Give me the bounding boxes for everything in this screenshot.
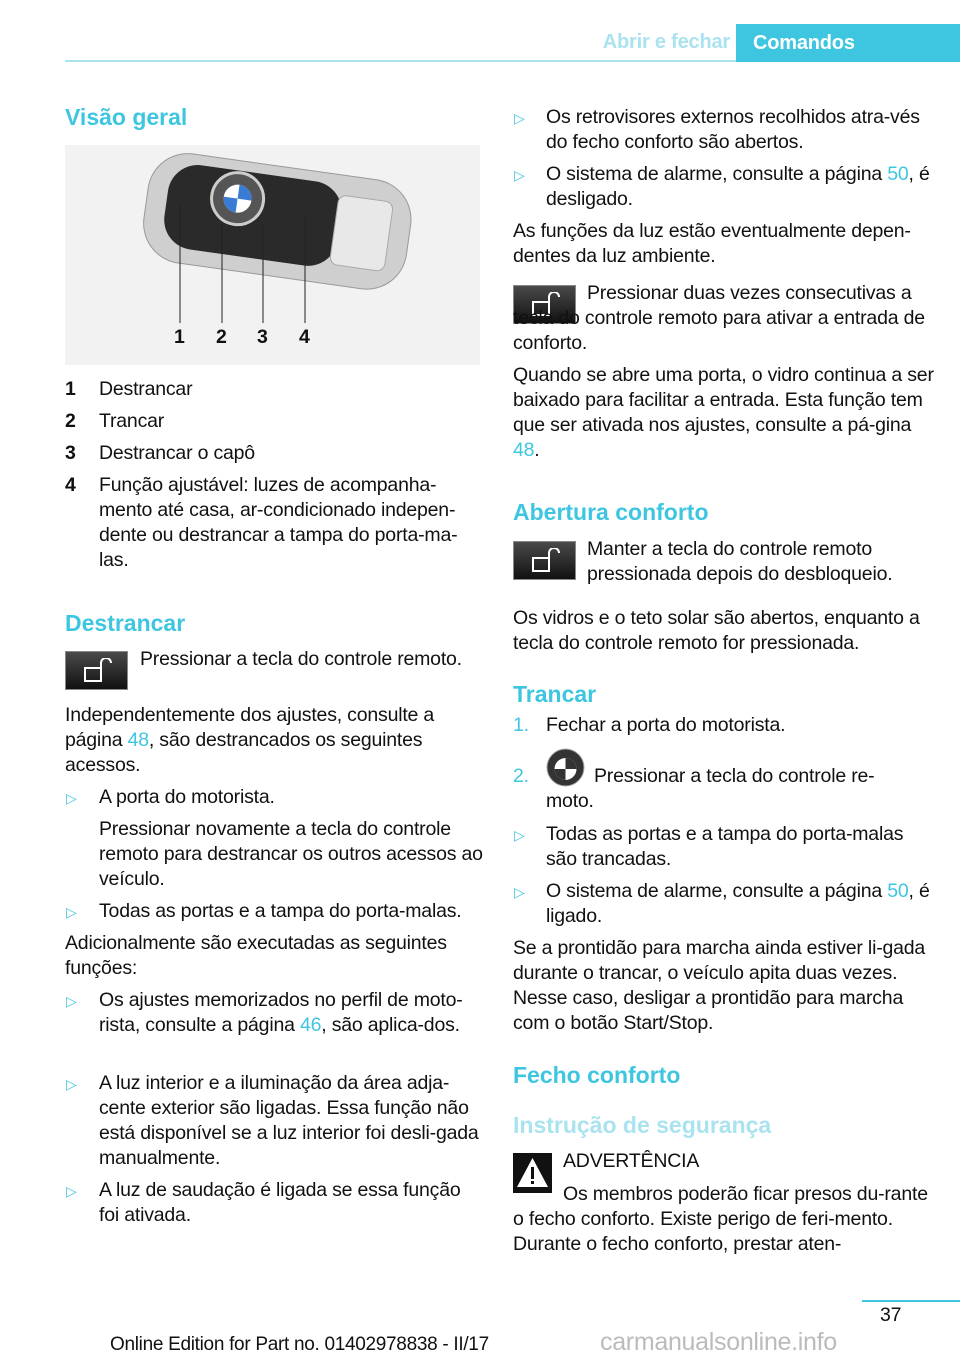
- tab-abrir-e-fechar[interactable]: Abrir e fechar: [602, 31, 730, 53]
- section-title-unlock: Destrancar: [65, 610, 186, 636]
- legend-text: Destrancar o capô: [99, 442, 255, 464]
- bullet-icon: ▷: [514, 827, 525, 843]
- unlock-key-icon: [65, 651, 128, 690]
- tab-comandos[interactable]: Comandos: [736, 24, 960, 62]
- paragraph: Se a prontidão para marcha ainda estiver li-gada durante o trancar, o veículo apita duas vezes. Nesse caso, desligar a prontidão para marcha com o botão Start/Stop.: [513, 937, 926, 1034]
- icon-text: Pressionar duas vezes consecutivas a tecla do controle remoto para ativar a entrada de conforto.: [513, 282, 925, 354]
- footer-divider: [862, 1300, 960, 1302]
- page-link-50[interactable]: 50: [887, 163, 909, 185]
- bullet-text: A luz de saudação é ligada se essa função foi ativada.: [99, 1179, 461, 1226]
- page-link-50[interactable]: 50: [887, 880, 909, 902]
- bullet-icon: ▷: [66, 1183, 77, 1199]
- paragraph: As funções da luz estão eventualmente depen-dentes da luz ambiente.: [513, 220, 911, 267]
- bullet-text: O sistema de alarme, consulte a página 50, é ligado.: [546, 880, 930, 927]
- paragraph: Quando se abre uma porta, o vidro continua a ser baixado para facilitar a entrada. Esta função tem que ser ativada nos ajustes, consulte a pá-gina 48.: [513, 364, 934, 461]
- warning-label: ADVERTÊNCIA: [563, 1150, 700, 1172]
- unlock-key-icon: [513, 541, 576, 580]
- warning-text: Os membros poderão ficar presos du-rante o fecho conforto. Existe perigo de feri-mento. Durante o fecho conforto, prestar aten-: [513, 1183, 928, 1255]
- legend-text: Destrancar: [99, 378, 193, 400]
- bullet-text: A porta do motorista.: [99, 786, 275, 808]
- page-link-46[interactable]: 46: [299, 1014, 322, 1036]
- bullet-icon: ▷: [66, 790, 77, 806]
- paragraph: Adicionalmente são executadas as seguintes funções:: [65, 932, 447, 979]
- bullet-text: A luz interior e a iluminação da área adja-cente exterior são ligadas. Essa função não está disponível se a luz interior foi desli-gada manualmente.: [99, 1072, 479, 1169]
- section-title-overview: Visão geral: [65, 104, 188, 130]
- page-link-48[interactable]: 48: [513, 439, 535, 461]
- section-title-comfort-close: Fecho conforto: [513, 1062, 681, 1088]
- bullet-icon: ▷: [514, 110, 525, 126]
- key-fob-image: [65, 145, 480, 365]
- bullet-text: Os retrovisores externos recolhidos atra-vés do fecho conforto são abertos.: [546, 106, 920, 153]
- legend-number: 4: [65, 474, 76, 496]
- header-divider: [65, 60, 737, 62]
- watermark: carmanualsonline.info: [600, 1328, 837, 1356]
- bullet-icon: ▷: [66, 993, 77, 1009]
- step-text: Pressionar a tecla do controle re-moto.: [546, 765, 875, 812]
- callout-2: 2: [216, 326, 227, 348]
- icon-text: Manter a tecla do controle remoto pressionada depois do desbloqueio.: [587, 538, 893, 585]
- legend-number: 3: [65, 442, 76, 464]
- step-number: 2.: [513, 765, 529, 787]
- unlock-icon-text: Pressionar a tecla do controle remoto.: [140, 648, 462, 670]
- legend-number: 1: [65, 378, 76, 400]
- callout-1: 1: [174, 326, 185, 348]
- callout-4: 4: [299, 326, 310, 348]
- edition-text: Online Edition for Part no. 01402978838 - II/17: [110, 1334, 489, 1355]
- step-number: 1.: [513, 714, 529, 736]
- page-number: 37: [880, 1304, 902, 1326]
- bullet-subtext: Pressionar novamente a tecla do controle remoto para destrancar os outros acessos ao veículo.: [99, 818, 483, 890]
- bullet-icon: ▷: [66, 1076, 77, 1092]
- bullet-text: Os ajustes memorizados no perfil de moto-rista, consulte a página 46, são aplica-dos.: [99, 989, 463, 1036]
- unlock-paragraph: Independentemente dos ajustes, consulte a página 48, são destrancados os seguintes acessos.: [65, 704, 435, 776]
- bullet-text: O sistema de alarme, consulte a página 50, é desligado.: [546, 163, 930, 210]
- page-link-48[interactable]: 48: [127, 729, 149, 751]
- section-title-comfort-open: Abertura conforto: [513, 499, 709, 525]
- legend-number: 2: [65, 410, 76, 432]
- paragraph: Os vidros e o teto solar são abertos, enquanto a tecla do controle remoto for pressionada.: [513, 607, 920, 654]
- legend-text: Função ajustável: luzes de acompanha-mento até casa, ar-condicionado indepen-dente ou destrancar a tampa do porta-ma-las.: [99, 474, 458, 571]
- bullet-text: Todas as portas e a tampa do porta-malas são trancadas.: [546, 823, 904, 870]
- bullet-icon: ▷: [66, 904, 77, 920]
- step-text: Fechar a porta do motorista.: [546, 714, 786, 736]
- bullet-icon: ▷: [514, 167, 525, 183]
- bullet-icon: ▷: [514, 884, 525, 900]
- legend-text: Trancar: [99, 410, 165, 432]
- section-title-safety: Instrução de segurança: [513, 1112, 772, 1138]
- callout-3: 3: [257, 326, 268, 348]
- bullet-text: Todas as portas e a tampa do porta-malas.: [99, 900, 462, 922]
- section-title-lock: Trancar: [513, 681, 597, 707]
